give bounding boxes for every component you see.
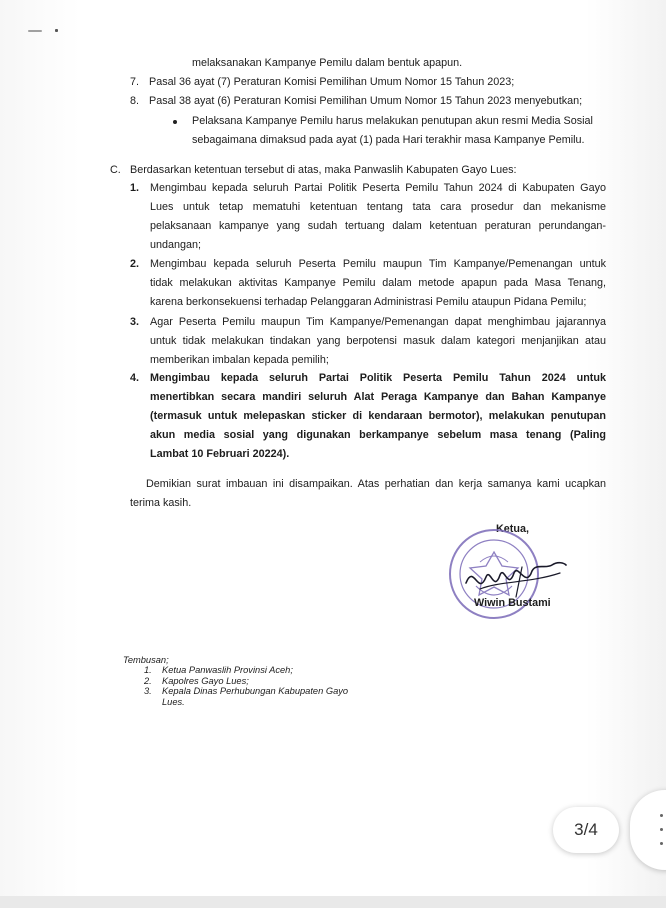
- bottom-edge: [0, 896, 666, 908]
- section-item-line: menertibkan secara mandiri seluruh Alat Peraga Kampanye dan Bahan Kampanye: [150, 391, 606, 403]
- section-item-line: untuk tidak melakukan tindakan yang berpotensi masuk dalam kategori menjanjikan atau: [150, 335, 606, 347]
- section-item-line: undangan;: [150, 239, 202, 251]
- tembusan-item-continued: Lues.: [162, 697, 185, 707]
- section-item-line: Agar Peserta Pemilu maupun Tim Kampanye/Pemenangan dapat menghimbau jajarannya: [150, 316, 606, 328]
- list-item-text: Pasal 38 ayat (6) Peraturan Komisi Pemilihan Umum Nomor 15 Tahun 2023 menyebutkan;: [149, 95, 583, 107]
- more-dot-icon: [660, 828, 663, 831]
- section-item-line: Lues untuk tetap mematuhi ketentuan tentang tata cara prosedur dan mekanisme: [150, 201, 606, 213]
- section-label: C.: [110, 164, 121, 176]
- section-item-line: tidak melakukan aktivitas Kampanye Pemilu dalam metode apapun pada Masa Tenang,: [150, 277, 606, 289]
- closing-paragraph: terima kasih.: [130, 497, 192, 509]
- tembusan-number: 1.: [144, 665, 152, 675]
- scan-speck: [28, 30, 42, 32]
- bullet-text: sebagaimana dimaksud pada ayat (1) pada Hari terakhir masa Kampanye Pemilu.: [192, 134, 585, 146]
- section-item-number: 2.: [130, 258, 140, 270]
- tembusan-item: Kepala Dinas Perhubungan Kabupaten Gayo: [162, 686, 349, 696]
- tembusan-number: 3.: [144, 686, 152, 696]
- section-item-line: pelaksanaan kampanye yang sudah tertuang dalam ketentuan peraturan perundangan-: [150, 220, 606, 232]
- tembusan-label: Tembusan;: [123, 655, 169, 665]
- signatory-name: Wiwin Bustami: [474, 597, 551, 609]
- signature-title: Ketua,: [496, 523, 529, 535]
- section-item-line: Mengimbau kepada seluruh Partai Politik Peserta Pemilu Tahun 2024 di Kabupaten Gayo: [150, 182, 606, 194]
- scan-speck: [55, 29, 58, 32]
- page-indicator-text: 3/4: [574, 820, 598, 839]
- tembusan-number: 2.: [144, 676, 152, 686]
- bullet-dot: [173, 120, 177, 124]
- section-item-number: 3.: [130, 316, 140, 328]
- section-intro: Berdasarkan ketentuan tersebut di atas, maka Panwaslih Kabupaten Gayo Lues:: [130, 164, 517, 176]
- section-item-number: 4.: [130, 372, 140, 384]
- section-item-number: 1.: [130, 182, 140, 194]
- section-item-line: Mengimbau kepada seluruh Peserta Pemilu maupun Tim Kampanye/Pemenangan untuk: [150, 258, 606, 270]
- section-item-line: (termasuk untuk melepaskan sticker di kendaraan bermotor), melakukan penutupan: [150, 410, 606, 422]
- section-item-line: akun media sosial yang digunakan berkampanye sebelum masa tenang (Paling: [150, 429, 606, 441]
- section-item-line: Lambat 10 Februari 20224).: [150, 448, 290, 460]
- section-item-line: karena berkonsekuensi terhadap Pelanggaran Administrasi Pemilu ataupun Pidana Pemilu;: [150, 296, 587, 308]
- list-continuation: melaksanakan Kampanye Pemilu dalam bentuk apapun.: [192, 57, 463, 69]
- list-item-number: 8.: [130, 95, 140, 107]
- page-indicator[interactable]: [553, 807, 619, 853]
- section-item-line: Mengimbau kepada seluruh Partai Politik Peserta Pemilu Tahun 2024 untuk: [150, 372, 606, 384]
- tembusan-item: Kapolres Gayo Lues;: [162, 676, 249, 686]
- more-dot-icon: [660, 842, 663, 845]
- tembusan-item: Ketua Panwaslih Provinsi Aceh;: [162, 665, 293, 675]
- list-item-number: 7.: [130, 76, 140, 88]
- list-item-text: Pasal 36 ayat (7) Peraturan Komisi Pemilihan Umum Nomor 15 Tahun 2023;: [149, 76, 515, 88]
- closing-paragraph: Demikian surat imbauan ini disampaikan. Atas perhatian dan kerja samanya kami ucapkan: [146, 478, 606, 490]
- more-dot-icon: [660, 814, 663, 817]
- section-item-line: memberikan imbalan kepada pemilih;: [150, 354, 329, 366]
- bullet-text: Pelaksana Kampanye Pemilu harus melakukan penutupan akun resmi Media Sosial: [192, 115, 593, 127]
